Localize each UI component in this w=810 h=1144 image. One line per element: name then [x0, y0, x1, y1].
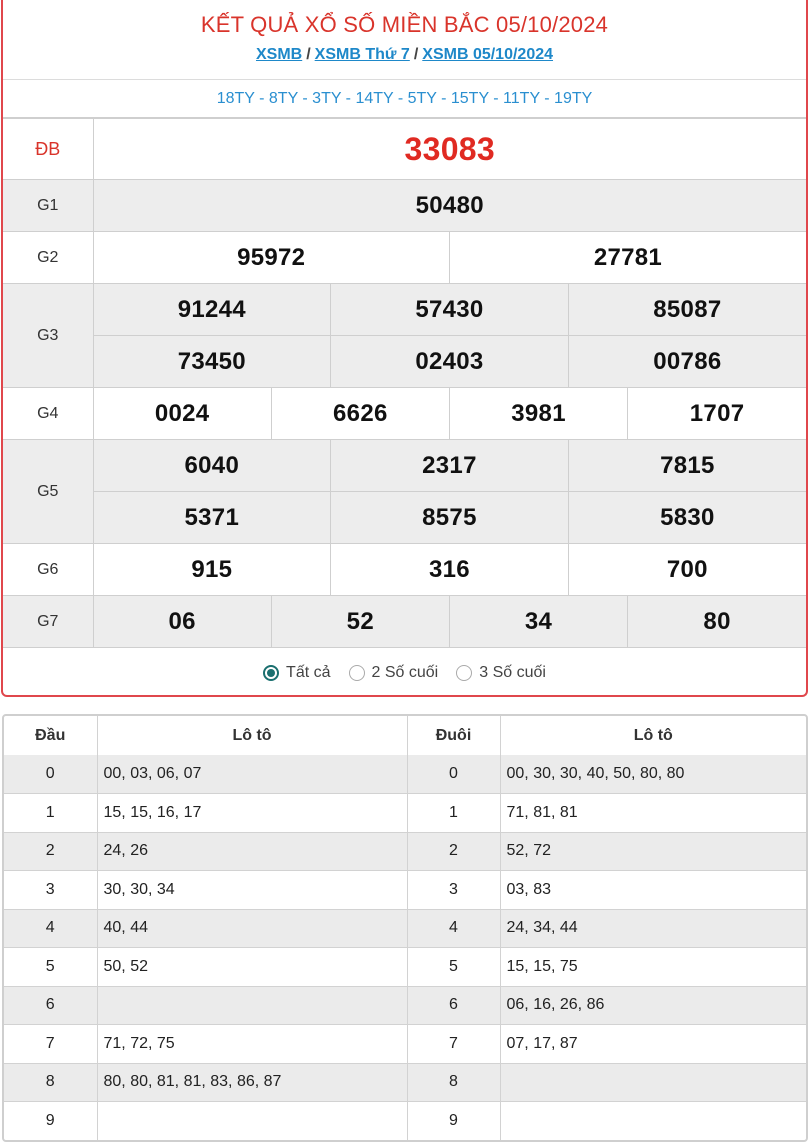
dau-digit: 9 — [4, 1102, 97, 1141]
prize-row-db — [3, 119, 806, 180]
duoi-values: 52, 72 — [500, 832, 806, 871]
loto-row — [4, 1063, 806, 1102]
prize-number: 02403 — [331, 336, 569, 388]
filter-label: 3 Số cuối — [479, 664, 546, 681]
prize-number: 3981 — [449, 388, 627, 440]
prize-row-g4 — [3, 388, 806, 440]
duoi-digit: 8 — [407, 1063, 500, 1102]
link-xsmb[interactable]: XSMB — [255, 46, 303, 63]
prize-label: G6 — [3, 544, 93, 596]
prize-number: 00786 — [568, 336, 806, 388]
col-header-loto: Lô tô — [97, 716, 407, 755]
prize-number: 915 — [93, 544, 331, 596]
prize-number: 5371 — [93, 492, 331, 544]
prize-number: 91244 — [93, 284, 331, 336]
prize-row-g3 — [3, 284, 806, 336]
prize-number: 1707 — [628, 388, 806, 440]
dau-values: 71, 72, 75 — [97, 1025, 407, 1064]
dau-values: 24, 26 — [97, 832, 407, 871]
breadcrumb-separator: / — [306, 46, 311, 63]
loto-row — [4, 832, 806, 871]
prize-number: 316 — [331, 544, 569, 596]
loto-row — [4, 871, 806, 910]
breadcrumb — [3, 46, 806, 64]
prize-number: 8575 — [331, 492, 569, 544]
prize-row-g1 — [3, 180, 806, 232]
duoi-digit: 9 — [407, 1102, 500, 1141]
dau-digit: 4 — [4, 909, 97, 948]
filter-label: 2 Số cuối — [371, 664, 439, 681]
duoi-values: 00, 30, 30, 40, 50, 80, 80 — [500, 755, 806, 794]
duoi-digit: 4 — [407, 909, 500, 948]
prize-number: 34 — [449, 596, 627, 648]
duoi-digit: 0 — [407, 755, 500, 794]
prize-row-g2 — [3, 232, 806, 284]
dau-values: 15, 15, 16, 17 — [97, 794, 407, 833]
results-box — [1, 0, 808, 697]
duoi-digit: 5 — [407, 948, 500, 987]
prize-number: 7815 — [568, 440, 806, 492]
radio-selected-icon[interactable] — [263, 665, 279, 681]
prize-label: G1 — [3, 180, 93, 232]
prize-number: 73450 — [93, 336, 331, 388]
prize-number: 85087 — [568, 284, 806, 336]
duoi-values: 24, 34, 44 — [500, 909, 806, 948]
prize-label: G4 — [3, 388, 93, 440]
link-xsmb-date[interactable]: XSMB 05/10/2024 — [422, 46, 554, 63]
prize-row-g6 — [3, 544, 806, 596]
prize-number: 0024 — [93, 388, 271, 440]
prize-label: G7 — [3, 596, 93, 648]
digit-filter — [3, 648, 806, 697]
results-header — [3, 0, 806, 80]
radio-icon[interactable] — [349, 665, 365, 681]
dau-values: 50, 52 — [97, 948, 407, 987]
duoi-values: 15, 15, 75 — [500, 948, 806, 987]
loto-row — [4, 948, 806, 987]
dau-digit: 7 — [4, 1025, 97, 1064]
loto-box — [2, 714, 808, 1142]
prize-table — [3, 118, 806, 648]
prize-row-g5-b — [3, 492, 806, 544]
prize-number: 700 — [568, 544, 806, 596]
filter-label: Tất cả — [286, 664, 331, 681]
col-header-duoi: Đuôi — [407, 716, 500, 755]
duoi-digit: 2 — [407, 832, 500, 871]
prize-number: 80 — [628, 596, 806, 648]
radio-icon[interactable] — [456, 665, 472, 681]
duoi-digit: 7 — [407, 1025, 500, 1064]
duoi-digit: 3 — [407, 871, 500, 910]
prize-label: G5 — [3, 440, 93, 544]
dau-values: 80, 80, 81, 81, 83, 86, 87 — [97, 1063, 407, 1102]
prize-number: 95972 — [93, 232, 449, 284]
prize-row-g7 — [3, 596, 806, 648]
dau-digit: 5 — [4, 948, 97, 987]
dau-digit: 8 — [4, 1063, 97, 1102]
col-header-loto: Lô tô — [500, 716, 806, 755]
prize-number: 06 — [93, 596, 271, 648]
loto-row — [4, 794, 806, 833]
duoi-digit: 1 — [407, 794, 500, 833]
duoi-digit: 6 — [407, 986, 500, 1025]
prize-row-g3-b — [3, 336, 806, 388]
breadcrumb-separator: / — [413, 46, 419, 63]
dau-digit: 0 — [4, 755, 97, 794]
duoi-values: 07, 17, 87 — [500, 1025, 806, 1064]
dau-values: 40, 44 — [97, 909, 407, 948]
loto-row — [4, 1025, 806, 1064]
prize-number: 6626 — [271, 388, 449, 440]
prize-number: 2317 — [331, 440, 569, 492]
loto-header-row — [4, 716, 806, 755]
prize-label: ĐB — [3, 119, 93, 180]
prize-number: 5830 — [568, 492, 806, 544]
prize-label: G2 — [3, 232, 93, 284]
dau-digit: 3 — [4, 871, 97, 910]
col-header-dau: Đầu — [4, 716, 97, 755]
filter-last-3-option[interactable] — [456, 664, 546, 682]
special-prize-number: 33083 — [93, 119, 806, 180]
loto-table — [4, 716, 806, 1140]
duoi-values — [500, 1102, 806, 1141]
duoi-values: 71, 81, 81 — [500, 794, 806, 833]
loto-row — [4, 986, 806, 1025]
dau-digit: 6 — [4, 986, 97, 1025]
dau-values — [97, 1102, 407, 1141]
dau-digit: 2 — [4, 832, 97, 871]
prize-row-g5 — [3, 440, 806, 492]
filter-last-2-option[interactable] — [349, 664, 439, 682]
dau-values: 30, 30, 34 — [97, 871, 407, 910]
prize-number: 27781 — [449, 232, 806, 284]
prize-number: 57430 — [331, 284, 569, 336]
duoi-values: 06, 16, 26, 86 — [500, 986, 806, 1025]
prize-number: 52 — [271, 596, 449, 648]
prize-codes: 18TY - 8TY - 3TY - 14TY - 5TY - 15TY - 11TY - 19TY — [3, 80, 806, 118]
loto-row — [4, 909, 806, 948]
filter-all-option[interactable] — [263, 664, 330, 682]
prize-number: 50480 — [93, 180, 806, 232]
prize-label: G3 — [3, 284, 93, 388]
link-xsmb-thu-7[interactable]: XSMB Thứ 7 — [314, 46, 410, 63]
loto-row — [4, 1102, 806, 1141]
duoi-values — [500, 1063, 806, 1102]
dau-values — [97, 986, 407, 1025]
dau-digit: 1 — [4, 794, 97, 833]
dau-values: 00, 03, 06, 07 — [97, 755, 407, 794]
page-title: KẾT QUẢ XỔ SỐ MIỀN BẮC 05/10/2024 — [200, 12, 609, 37]
duoi-values: 03, 83 — [500, 871, 806, 910]
loto-row — [4, 755, 806, 794]
prize-number: 6040 — [93, 440, 331, 492]
